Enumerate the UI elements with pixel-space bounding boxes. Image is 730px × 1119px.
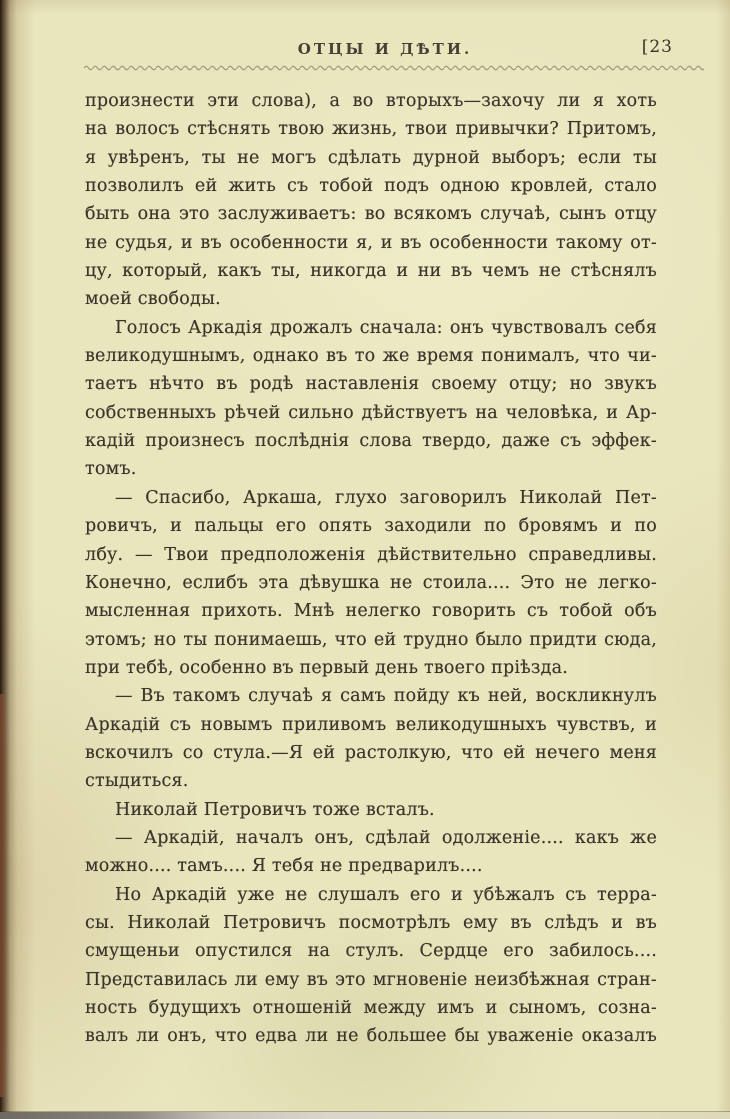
text-line: мысленная прихоть. Мнѣ нелегко говорить съ тобой объ (85, 601, 657, 622)
text-line: на волосъ стѣснять твою жизнь, твои привычки? Притомъ, (85, 119, 657, 140)
text-line: Аркадій съ новымъ приливомъ великодушныхъ чувствъ, и (85, 714, 657, 735)
text-line: — Спасибо, Аркаша, глухо заговорилъ Николай Пет- (115, 487, 657, 508)
text-line: сы. Николай Петровичъ посмотрѣлъ ему въ слѣдъ и въ (85, 912, 657, 933)
text-line: кадій произнесъ послѣднія слова твердо, даже съ эффек- (85, 431, 657, 452)
scan-bottom-edge (0, 1112, 730, 1119)
page-number: [23 (641, 37, 673, 57)
text-line: собственныхъ рѣчей сильно дѣйствуетъ на человѣка, и Ар- (85, 402, 657, 423)
text-line: произнести эти слова), а во вторыхъ—захочу ли я хоть (85, 91, 657, 111)
text-line: Но Аркадій уже не слушалъ его и убѣжалъ съ терра- (115, 884, 657, 905)
text-line: цу, который, какъ ты, никогда и ни въ чемъ не стѣснялъ (85, 261, 657, 282)
text-line: стыдиться. (85, 771, 189, 792)
text-line: вскочилъ со стула.—Я ей растолкую, что ей нечего меня (85, 742, 657, 763)
text-line: смущеньи опустился на стулъ. Сердце его забилось.... (85, 941, 657, 962)
text-line: не судья, и въ особенности я, и въ особенности такому от- (85, 232, 657, 253)
text-line: томъ. (85, 459, 137, 480)
text-line: таетъ нѣчто въ родѣ наставленія своему отцу; но звукъ (85, 374, 657, 395)
text-line: Конечно, еслибъ эта дѣвушка не стоила.... Это не легко- (85, 572, 657, 593)
text-line: быть она это заслуживаетъ: во всякомъ случаѣ, сынъ отцу (85, 204, 657, 225)
text-line: можно.... тамъ.... Я тебя не предварилъ.... (85, 856, 483, 877)
right-edge-shadow (716, 0, 730, 1119)
text-line: Представилась ли ему въ это мгновеніе неизбѣжная стран- (85, 969, 657, 990)
text-line: — Аркадій, началъ онъ, сдѣлай одолженіе.... какъ же (115, 827, 657, 848)
text-line: Голосъ Аркадія дрожалъ сначала: онъ чувствовалъ себя (115, 317, 657, 338)
text-line: этомъ; но ты понимаешь, что ей трудно было придти сюда, (85, 629, 657, 650)
text-column (85, 87, 657, 1051)
text-line: позволилъ ей жить съ тобой подъ одною кровлей, стало (85, 176, 657, 197)
text-line: моей свободы. (85, 289, 221, 310)
page-edge-tint (0, 694, 7, 1097)
text-line: ность будущихъ отношеній между имъ и сыномъ, созна- (85, 998, 657, 1018)
text-line: при тебѣ, особенно въ первый день твоего пріѣзда. (85, 657, 569, 678)
running-head-title: ОТЦЫ И ДѢТИ. (297, 40, 473, 58)
decorative-wavy-rule (84, 63, 704, 72)
text-line: я увѣренъ, ты не могъ сдѣлать дурной выборъ; если ты (85, 147, 657, 168)
text-line: валъ ли онъ, что едва ли не большее бы уваженіе оказалъ (85, 1026, 657, 1047)
text-line: ровичъ, и пальцы его опять заходили по бровямъ и по (85, 516, 657, 537)
text-line: Николай Петровичъ тоже всталъ. (115, 799, 435, 820)
text-line: лбу. — Твои предположенія дѣйствительно справедливы. (85, 544, 657, 565)
text-line: великодушнымъ, однако въ то же время понималъ, что чи- (85, 346, 657, 367)
text-line: — Въ такомъ случаѣ я самъ пойду къ ней, воскликнулъ (115, 686, 657, 707)
